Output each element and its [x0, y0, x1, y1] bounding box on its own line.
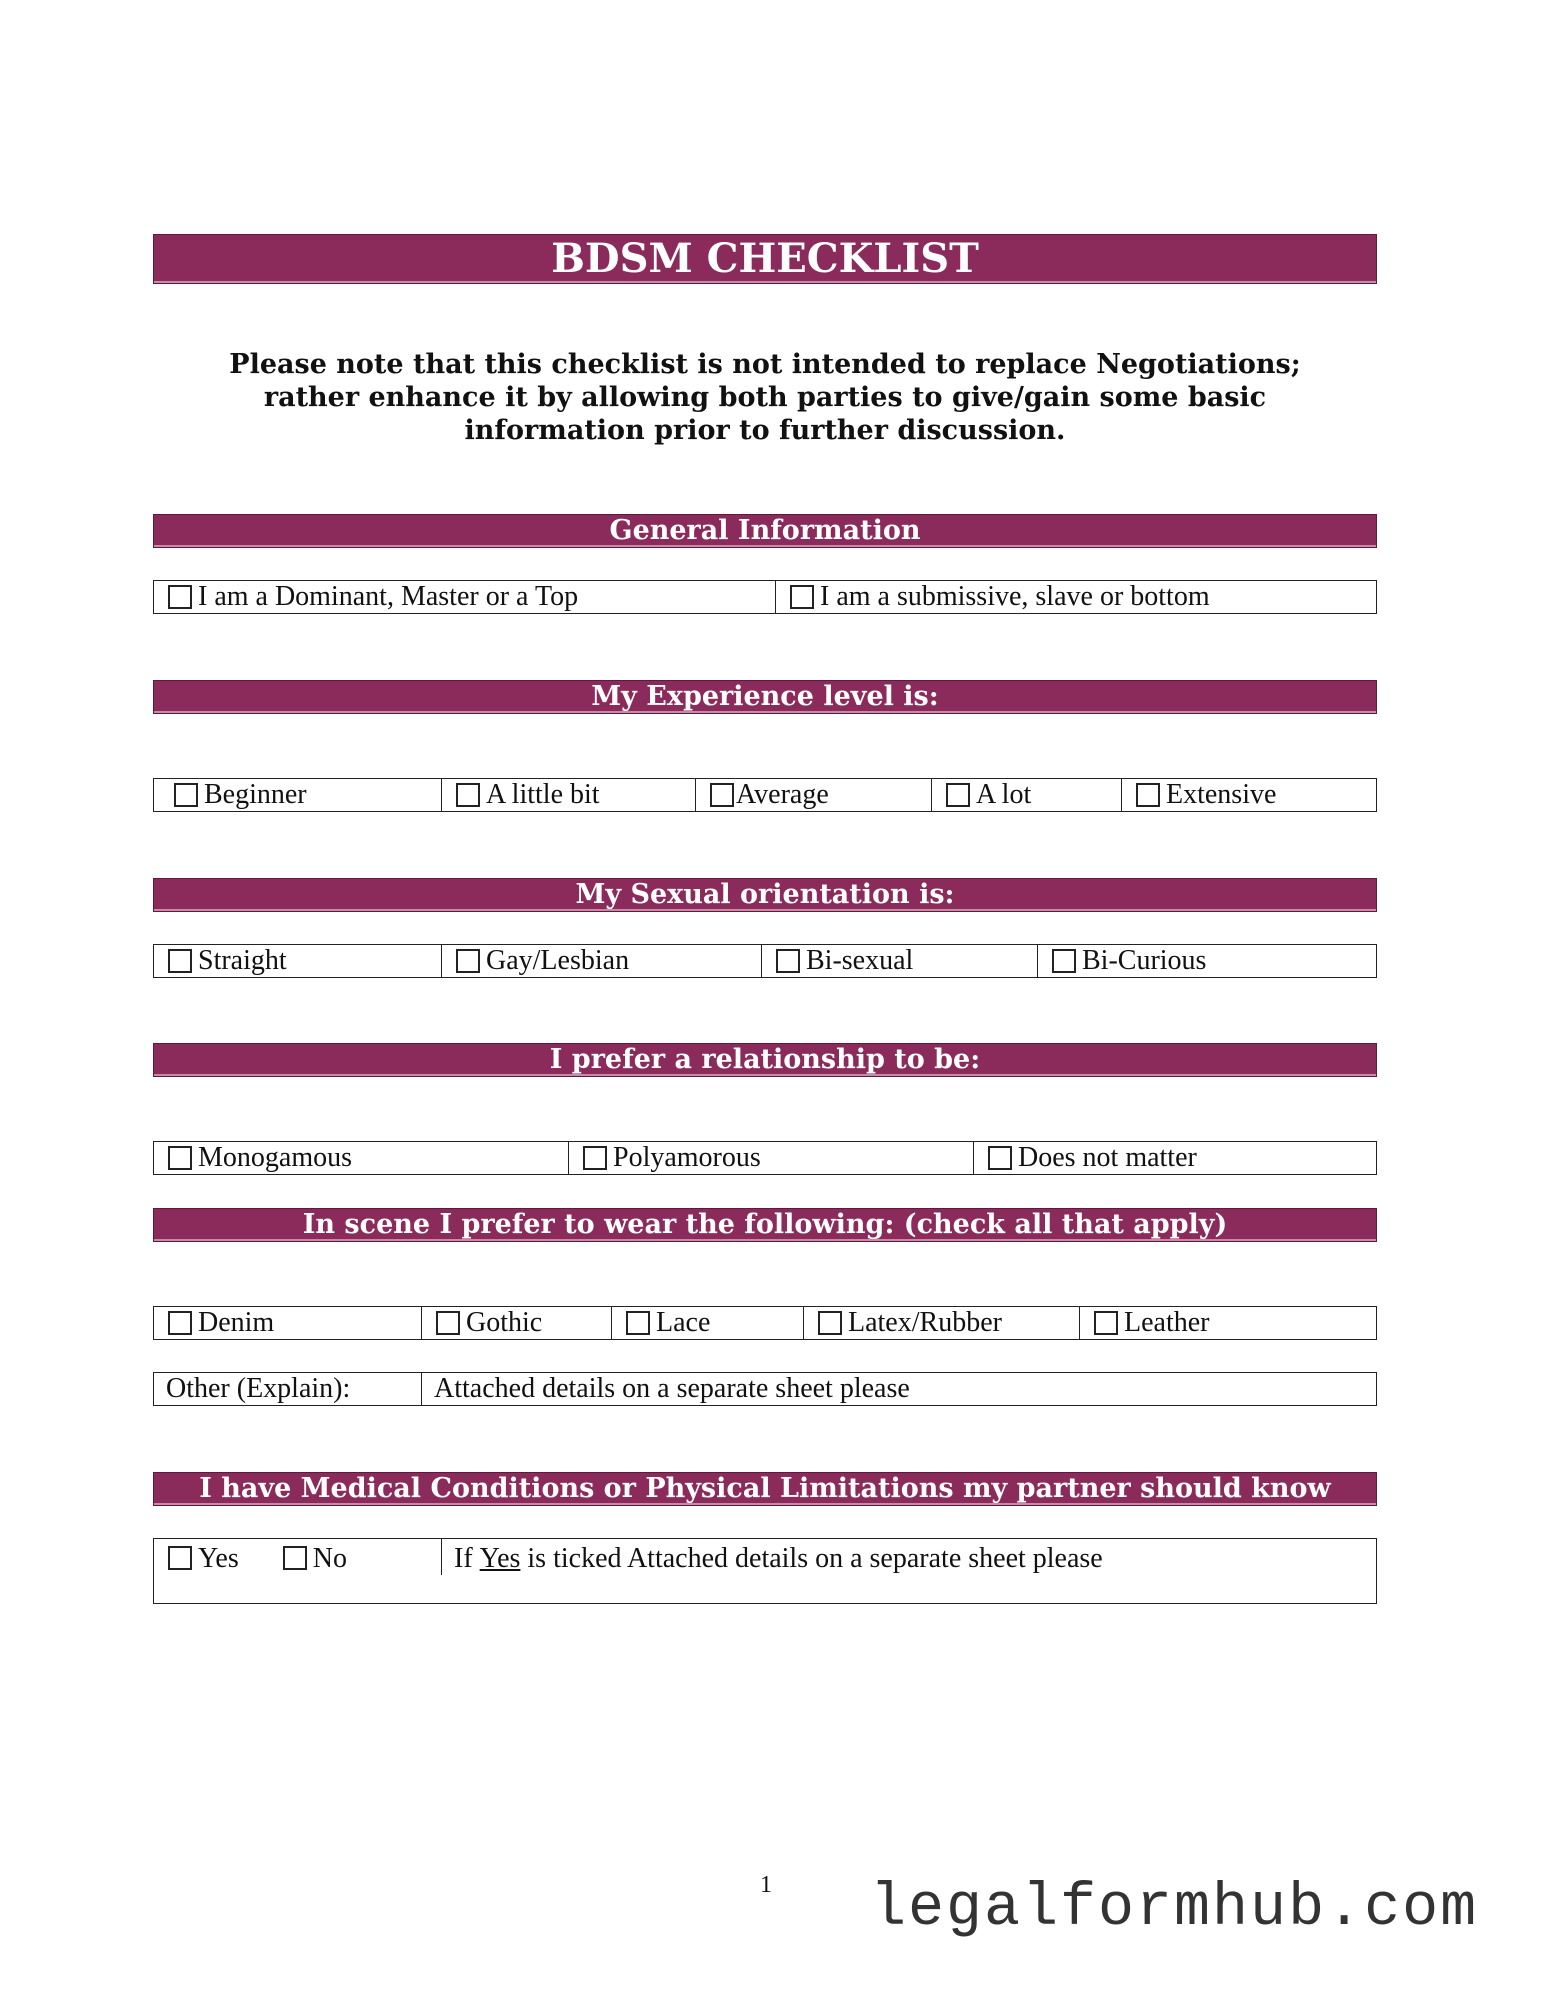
no-label: No	[312, 1543, 347, 1574]
checkbox-gay-lesbian[interactable]	[456, 949, 480, 973]
option-label: Monogamous	[198, 1142, 352, 1173]
option-beginner[interactable]	[154, 779, 442, 811]
option-straight[interactable]	[154, 945, 442, 977]
other-value[interactable]: Attached details on a separate sheet please	[434, 1373, 910, 1404]
option-label: Latex/Rubber	[848, 1307, 1002, 1338]
option-dominant[interactable]	[154, 581, 776, 613]
experience-heading: My Experience level is:	[153, 680, 1377, 714]
option-average[interactable]	[696, 779, 932, 811]
checkbox-yes[interactable]	[168, 1546, 192, 1570]
option-label: Beginner	[204, 779, 307, 810]
option-submissive[interactable]	[776, 581, 1376, 613]
option-label: Extensive	[1166, 779, 1277, 810]
checkbox-straight[interactable]	[168, 949, 192, 973]
checkbox-dominant[interactable]	[168, 585, 192, 609]
checkbox-leather[interactable]	[1094, 1311, 1118, 1335]
checkbox-beginner[interactable]	[174, 783, 198, 807]
option-label: Gothic	[466, 1307, 543, 1338]
wear-other-row	[153, 1372, 1377, 1406]
checkbox-latex-rubber[interactable]	[818, 1311, 842, 1335]
page-number: 1	[760, 1872, 772, 1898]
checkbox-a-lot[interactable]	[946, 783, 970, 807]
option-label: Lace	[656, 1307, 711, 1338]
intro-note: Please note that this checklist is not intended to replace Negotiations; rather enhance it by allowing both parties to give/gain some basic information prior to further discussion.	[229, 349, 1301, 446]
option-bi-curious[interactable]	[1038, 945, 1376, 977]
checkbox-denim[interactable]	[168, 1311, 192, 1335]
option-extensive[interactable]	[1122, 779, 1376, 811]
page-title: BDSM CHECKLIST	[153, 234, 1377, 284]
orientation-row	[153, 944, 1377, 978]
checkbox-does-not-matter[interactable]	[988, 1146, 1012, 1170]
option-gothic[interactable]	[422, 1307, 612, 1339]
checkbox-submissive[interactable]	[790, 585, 814, 609]
option-label: A lot	[976, 779, 1032, 810]
option-polyamorous[interactable]	[569, 1142, 974, 1174]
checkbox-gothic[interactable]	[436, 1311, 460, 1335]
option-label: I am a submissive, slave or bottom	[820, 581, 1210, 612]
other-label: Other (Explain):	[154, 1373, 422, 1405]
option-bi-sexual[interactable]	[762, 945, 1038, 977]
yes-label: Yes	[198, 1543, 239, 1574]
watermark: legalformhub.com	[870, 1875, 1479, 1943]
experience-row	[153, 778, 1377, 812]
checkbox-bi-sexual[interactable]	[776, 949, 800, 973]
option-label: Leather	[1124, 1307, 1210, 1338]
checkbox-average[interactable]	[710, 783, 734, 807]
checkbox-a-little-bit[interactable]	[456, 783, 480, 807]
checkbox-monogamous[interactable]	[168, 1146, 192, 1170]
option-label: Does not matter	[1018, 1142, 1197, 1173]
option-label: Straight	[198, 945, 287, 976]
medical-heading: I have Medical Conditions or Physical Limitations my partner should know about	[153, 1472, 1377, 1506]
option-a-little-bit[interactable]	[442, 779, 696, 811]
option-label: A little bit	[486, 779, 600, 810]
note-yes: Yes	[479, 1543, 521, 1574]
option-latex-rubber[interactable]	[804, 1307, 1080, 1339]
note-prefix: If	[454, 1543, 473, 1574]
checkbox-lace[interactable]	[626, 1311, 650, 1335]
option-gay-lesbian[interactable]	[442, 945, 762, 977]
option-denim[interactable]	[154, 1307, 422, 1339]
option-label: Polyamorous	[613, 1142, 761, 1173]
checkbox-bi-curious[interactable]	[1052, 949, 1076, 973]
checkbox-extensive[interactable]	[1136, 783, 1160, 807]
option-label: I am a Dominant, Master or a Top	[198, 581, 579, 612]
wear-row	[153, 1306, 1377, 1340]
option-label: Average	[736, 779, 829, 810]
option-monogamous[interactable]	[154, 1142, 569, 1174]
medical-row	[153, 1538, 1377, 1604]
medical-yes-no	[154, 1539, 442, 1575]
option-label: Bi-Curious	[1082, 945, 1207, 976]
general-information-row	[153, 580, 1377, 614]
option-does-not-matter[interactable]	[974, 1142, 1376, 1174]
wear-heading: In scene I prefer to wear the following: (check all that apply)	[153, 1208, 1377, 1242]
option-label: Bi-sexual	[806, 945, 914, 976]
option-label: Gay/Lesbian	[486, 945, 630, 976]
checkbox-polyamorous[interactable]	[583, 1146, 607, 1170]
orientation-heading: My Sexual orientation is:	[153, 878, 1377, 912]
option-a-lot[interactable]	[932, 779, 1122, 811]
general-information-heading: General Information	[153, 514, 1377, 548]
medical-note[interactable]	[442, 1539, 1376, 1575]
option-label: Denim	[198, 1307, 275, 1338]
relationship-heading: I prefer a relationship to be:	[153, 1043, 1377, 1077]
option-lace[interactable]	[612, 1307, 804, 1339]
relationship-row	[153, 1141, 1377, 1175]
option-leather[interactable]	[1080, 1307, 1376, 1339]
checkbox-no[interactable]	[283, 1546, 307, 1570]
note-suffix: is ticked Attached details on a separate sheet please	[527, 1543, 1103, 1574]
